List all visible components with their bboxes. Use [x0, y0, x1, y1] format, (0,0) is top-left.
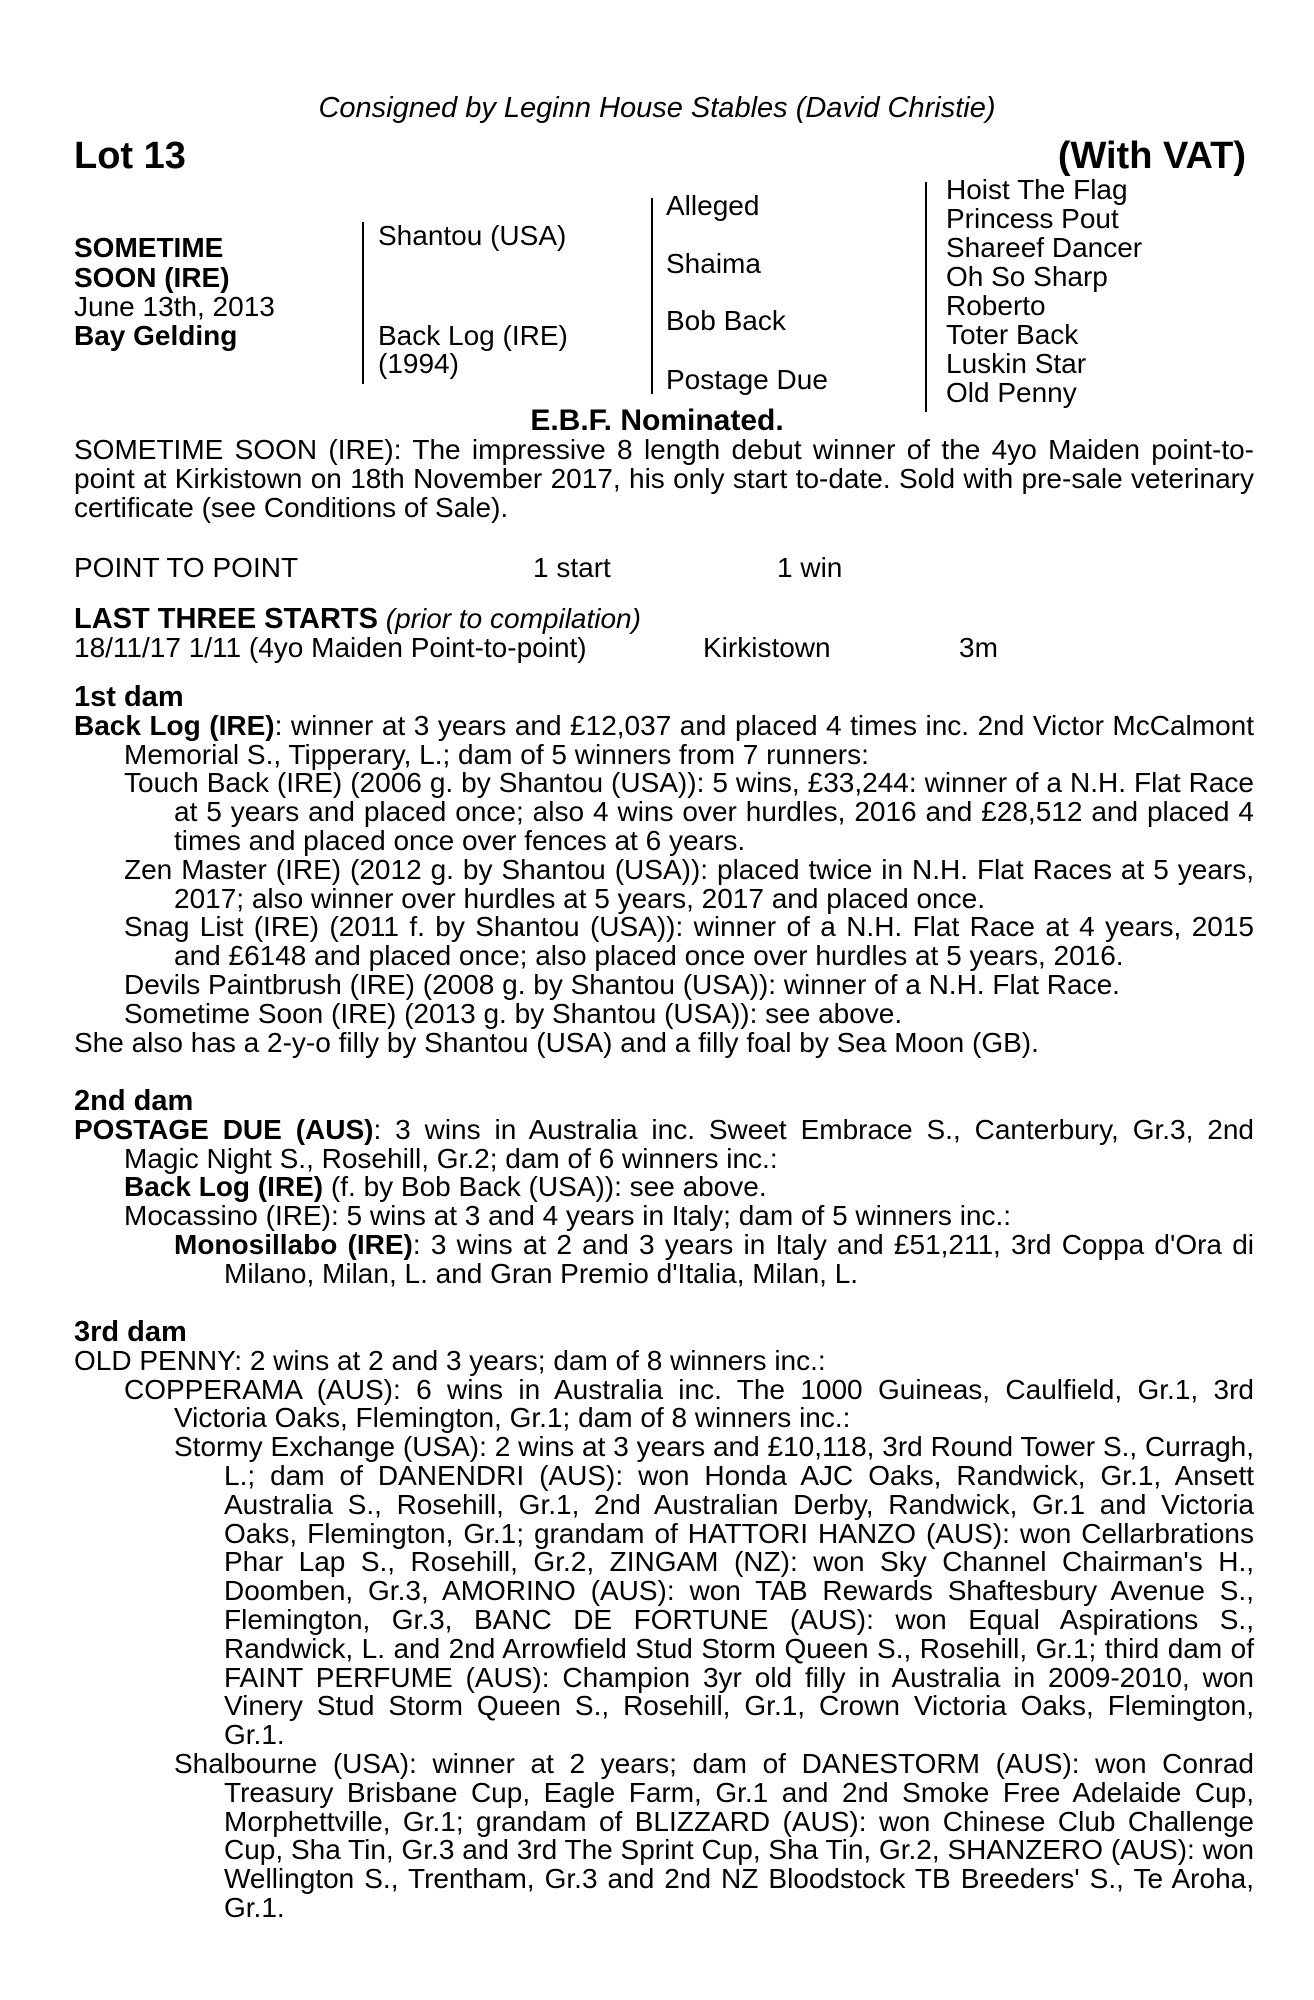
- granddam-4: Oh So Sharp: [946, 261, 1108, 292]
- horse-name-line2: SOON (IRE): [74, 262, 230, 293]
- produce-sometime-soon: Sometime Soon (IRE) (2013 g. by Shantou (USA)): see above.: [124, 997, 903, 1029]
- pedigree-dam: Back Log (IRE): [378, 320, 568, 351]
- last-start-course: Kirkistown: [703, 632, 831, 663]
- pedigree-dam-year: (1994): [378, 348, 459, 379]
- first-dam-section: [74, 683, 1254, 1057]
- horse-name-line1: SOMETIME: [74, 232, 224, 263]
- monosillabo-text: : 3 wins at 2 and 3 years in Italy and £51,211, 3rd Coppa d'Ora di Milano, Milan, L. and Gran Premio d'Italia, Milan, L.: [224, 1228, 1254, 1289]
- pedigree-divider-2: [651, 198, 653, 394]
- second-dam-heading: 2nd dam: [74, 1085, 194, 1117]
- pedigree-sire-sire: Alleged: [666, 190, 760, 221]
- last-start-result: 18/11/17 1/11 (4yo Maiden Point-to-point): [74, 632, 587, 663]
- second-dam-section: [74, 1087, 1254, 1289]
- record-starts: 1 start: [533, 552, 611, 583]
- first-dam-name: Back Log (IRE): [74, 709, 275, 741]
- produce-snag-list: Snag List (IRE) (2011 f. by Shantou (USA)): winner of a N.H. Flat Race at 4 years, 2015 and £6148 and placed once; also placed once over hurdles at 5 years, 2016.: [124, 911, 1254, 972]
- last-starts-title: LAST THREE STARTS: [74, 603, 378, 635]
- produce-monosillabo: [74, 1228, 1254, 1289]
- pedigree-dam-dam: Postage Due: [666, 364, 828, 395]
- produce-copperama: COPPERAMA (AUS): 6 wins in Australia inc. The 1000 Guineas, Caulfield, Gr.1, 3rd Victoria Oaks, Flemington, Gr.1; dam of 8 winners inc.:: [124, 1373, 1254, 1434]
- third-dam-heading: 3rd dam: [74, 1316, 187, 1348]
- second-dam-name: POSTAGE DUE (AUS): [74, 1113, 374, 1145]
- lot-number: Lot 13: [74, 135, 186, 177]
- back-log-text: (f. by Bob Back (USA)): see above.: [323, 1171, 767, 1203]
- granddam-3: Shareef Dancer: [946, 232, 1143, 263]
- third-dam-section: [74, 1318, 1254, 1923]
- produce-devils-paintbrush: Devils Paintbrush (IRE) (2008 g. by Shantou (USA)): winner of a N.H. Flat Race.: [124, 968, 1120, 1000]
- granddam-6: Toter Back: [946, 319, 1079, 350]
- first-dam-also: She also has a 2-y-o filly by Shantou (USA) and a filly foal by Sea Moon (GB).: [74, 1026, 1039, 1058]
- third-dam-summary: OLD PENNY: 2 wins at 2 and 3 years; dam of 8 winners inc.:: [74, 1344, 826, 1376]
- pedigree-divider-3: [925, 182, 927, 412]
- produce-stormy-exchange: Stormy Exchange (USA): 2 wins at 3 years and £10,118, 3rd Round Tower S., Curragh, L.; dam of DANENDRI (AUS): won Honda AJC Oaks, Randwick, Gr.1, Ansett Australia S., Rosehill, Gr.1, 2nd Australian Derby, Randwick, Gr.1 and Victoria Oaks, Flemington, Gr.1; grandam of HATTORI HANZO (AUS): won Cellarbrations Phar Lap S., Rosehill, Gr.2, ZINGAM (NZ): won Sky Channel Chairman's H., Doomben, Gr.3, AMORINO (AUS): won TAB Rewards Shaftesbury Avenue S., Flemington, Gr.3, BANC DE FORTUNE (AUS): won Equal Aspirations S., Randwick, L. and 2nd Arrowfield Stud Storm Queen S., Rosehill, Gr.1; third dam of FAINT PERFUME (AUS): Champion 3yr old filly in Australia in 2009-2010, won Vinery Stud Storm Queen S., Rosehill, Gr.1, Crown Victoria Oaks, Flemington, Gr.1.: [174, 1431, 1254, 1751]
- granddam-1: Hoist The Flag: [946, 174, 1128, 205]
- last-starts-note: (prior to compilation): [385, 603, 641, 634]
- granddam-7: Luskin Star: [946, 348, 1087, 379]
- intro-paragraph: SOMETIME SOON (IRE): The impressive 8 length debut winner of the 4yo Maiden point-to-point at Kirkistown on 18th November 2017, his only start to-date. Sold with pre-sale veterinary certificate (see Conditions of Sale).: [74, 434, 1254, 523]
- foaling-date: June 13th, 2013: [74, 291, 275, 322]
- granddams-list: [946, 175, 1142, 407]
- produce-touch-back: Touch Back (IRE) (2006 g. by Shantou (USA)): 5 wins, £33,244: winner of a N.H. Flat Race at 5 years and placed once; also 4 wins over hurdles, 2016 and £28,512 and placed 4 times and placed once over fences at 6 years.: [124, 767, 1254, 856]
- second-dam-summary-text: : 3 wins in Australia inc. Sweet Embrace S., Canterbury, Gr.3, 2nd Magic Night S., Rosehill, Gr.2; dam of 6 winners inc.:: [124, 1113, 1254, 1174]
- last-start-distance: 3m: [959, 632, 998, 663]
- monosillabo-name: Monosillabo (IRE): [174, 1228, 413, 1260]
- first-dam-summary-text: : winner at 3 years and £12,037 and placed 4 times inc. 2nd Victor McCalmont Memorial S., Tipperary, L.; dam of 5 winners from 7 runners:: [124, 709, 1254, 770]
- granddam-2: Princess Pout: [946, 203, 1119, 234]
- pedigree-divider-1: [362, 222, 364, 384]
- produce-shalbourne: Shalbourne (USA): winner at 2 years; dam of DANESTORM (AUS): won Conrad Treasury Brisbane Cup, Eagle Farm, Gr.1 and 2nd Smoke Free Adelaide Cup, Morphettville, Gr.1; grandam of BLIZZARD (AUS): won Chinese Club Challenge Cup, Sha Tin, Gr.3 and 3rd The Sprint Cup, Sha Tin, Gr.2, SHANZERO (AUS): won Wellington S., Trentham, Gr.3 and 2nd NZ Bloodstock TB Breeders' S., Te Aroha, Gr.1.: [174, 1747, 1254, 1923]
- first-dam-summary: [74, 709, 1254, 770]
- record-label: POINT TO POINT: [74, 552, 299, 583]
- produce-back-log: [74, 1173, 1254, 1202]
- second-dam-summary: [74, 1113, 1254, 1174]
- ebf-nomination: E.B.F. Nominated.: [530, 404, 784, 437]
- first-dam-heading: 1st dam: [74, 681, 184, 713]
- pedigree-sire-dam: Shaima: [666, 248, 761, 279]
- pedigree-dam-sire: Bob Back: [666, 305, 786, 336]
- produce-zen-master: Zen Master (IRE) (2012 g. by Shantou (USA)): placed twice in N.H. Flat Races at 5 years, 2017; also winner over hurdles at 5 years, 2017 and placed once.: [124, 853, 1254, 914]
- horse-sex-color: Bay Gelding: [74, 320, 238, 351]
- record-wins: 1 win: [777, 552, 843, 583]
- vat-note: (With VAT): [1057, 135, 1246, 177]
- granddam-5: Roberto: [946, 290, 1046, 321]
- back-log-name: Back Log (IRE): [124, 1171, 324, 1203]
- pedigree-sire: Shantou (USA): [378, 220, 567, 251]
- consignor-line: Consigned by Leginn House Stables (David Christie): [318, 92, 996, 124]
- produce-mocassino: Mocassino (IRE): 5 wins at 3 and 4 years in Italy; dam of 5 winners inc.:: [124, 1200, 1012, 1232]
- granddam-8: Old Penny: [946, 377, 1077, 408]
